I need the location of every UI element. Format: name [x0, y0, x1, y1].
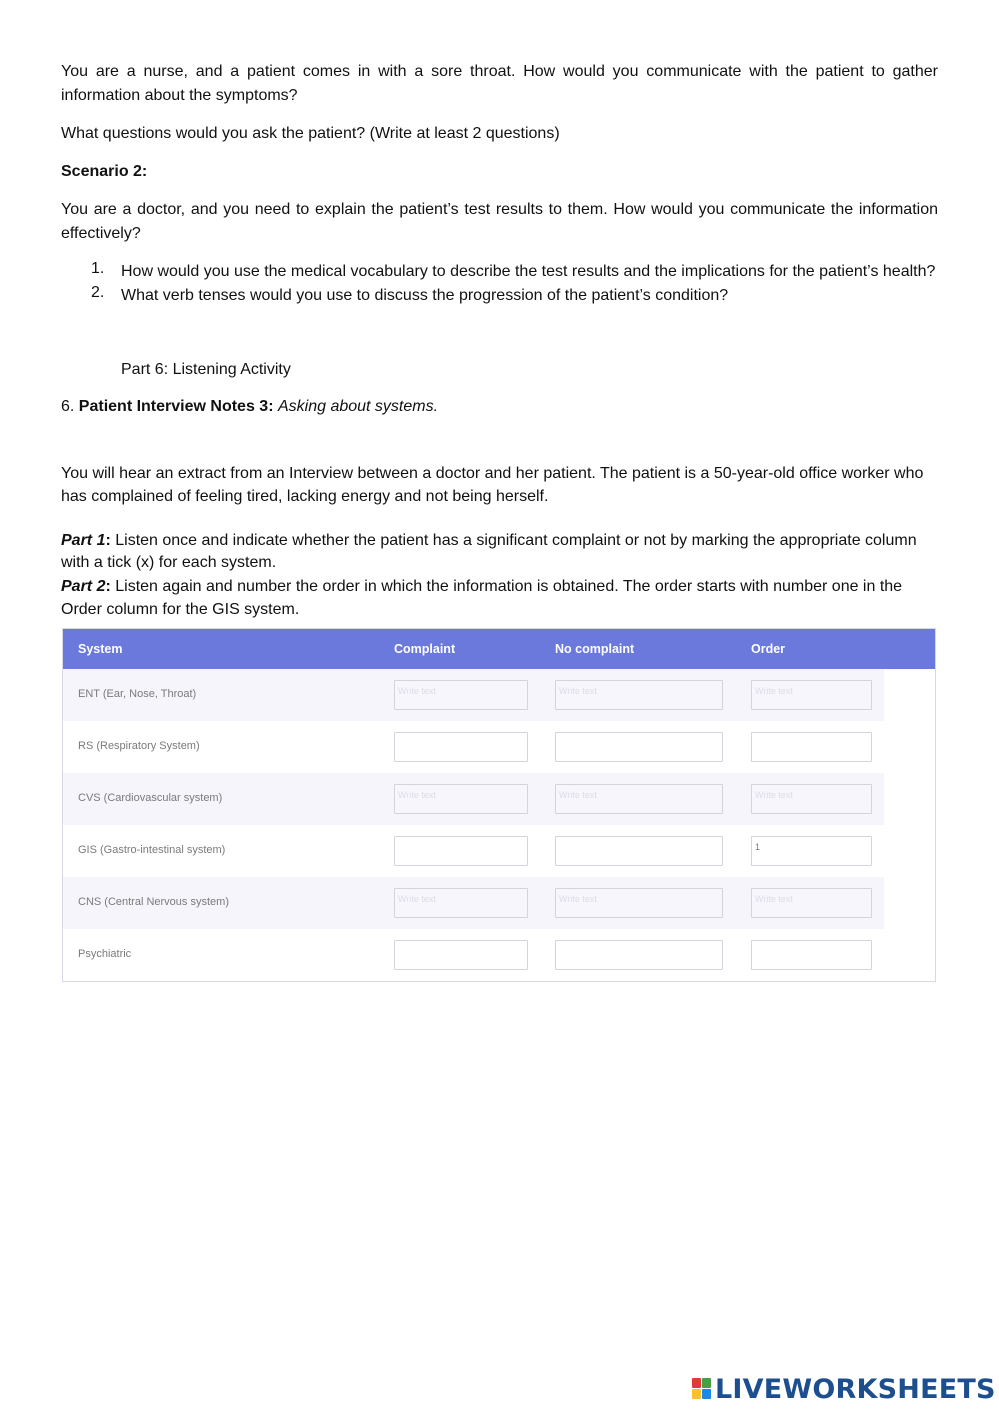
input-placeholder: Write text	[398, 686, 436, 696]
part1-instructions: Part 1: Listen once and indicate whether the patient has a significant complaint or not by marking the appropriate column with a tick (x) for each system.	[61, 532, 917, 571]
order-input[interactable]	[751, 732, 872, 762]
part1-label: Part 1	[61, 532, 106, 549]
system-label: Psychiatric	[78, 948, 132, 960]
scenario2-questions	[61, 260, 938, 308]
no-complaint-input[interactable]	[555, 888, 723, 918]
no-complaint-input[interactable]	[555, 940, 723, 970]
complaint-input[interactable]	[394, 784, 528, 814]
question-prompt: What questions would you ask the patient? (Write at least 2 questions)	[61, 125, 560, 142]
logo-blocks-icon	[692, 1378, 712, 1400]
order-input[interactable]	[751, 784, 872, 814]
extract-paragraph: You will hear an extract from an Interview between a doctor and her patient. The patient is a 50-year-old office worker who has complained of feeling tired, lacking energy and not being herself.	[61, 465, 924, 505]
input-placeholder: Write text	[559, 686, 597, 696]
system-label: CNS (Central Nervous system)	[78, 896, 229, 908]
list-item	[61, 260, 938, 284]
order-input[interactable]: 1	[751, 836, 872, 866]
list-item	[61, 284, 938, 308]
input-placeholder: Write text	[559, 790, 597, 800]
header-system: System	[78, 642, 123, 656]
table-header	[63, 629, 935, 669]
part2-label: Part 2	[61, 578, 106, 595]
table-row	[63, 877, 884, 929]
input-placeholder: Write text	[559, 894, 597, 904]
part1-text: Listen once and indicate whether the patient has a significant complaint or not by marking the appropriate column with a tick (x) for each system.	[61, 532, 917, 571]
input-placeholder: Write text	[755, 894, 793, 904]
system-label: RS (Respiratory System)	[78, 740, 200, 752]
header-no-complaint: No complaint	[555, 642, 635, 656]
header-order: Order	[751, 642, 786, 656]
part2-text: Listen again and number the order in which the information is obtained. The order starts with number one in the Order column for the GIS system.	[61, 578, 903, 618]
table-row	[63, 721, 884, 773]
section-subtitle: Asking about systems.	[277, 398, 439, 415]
complaint-input[interactable]	[394, 940, 528, 970]
no-complaint-input[interactable]	[555, 732, 723, 762]
order-input[interactable]	[751, 940, 872, 970]
list-item-text: How would you use the medical vocabulary to describe the test results and the implications for the patient’s health?	[121, 263, 936, 280]
table-row	[63, 929, 884, 981]
table-row	[63, 669, 884, 721]
input-placeholder: Write text	[755, 790, 793, 800]
list-item-number: 2.	[91, 284, 105, 301]
section-number: 6.	[61, 398, 75, 415]
list-item-text: What verb tenses would you use to discuss the progression of the patient’s condition?	[121, 287, 729, 304]
no-complaint-input[interactable]	[555, 784, 723, 814]
order-input[interactable]	[751, 680, 872, 710]
complaint-input[interactable]	[394, 680, 528, 710]
section-title: Patient Interview Notes 3:	[78, 398, 274, 415]
scenario2-body: You are a doctor, and you need to explain the patient’s test results to them. How would you communicate the information effectively?	[61, 201, 938, 242]
liveworksheets-logo	[692, 1374, 996, 1404]
header-complaint: Complaint	[394, 642, 456, 656]
no-complaint-input[interactable]	[555, 680, 723, 710]
brand-name: LIVEWORKSHEETS	[715, 1373, 996, 1405]
complaint-input[interactable]	[394, 836, 528, 866]
system-label: GIS (Gastro-intestinal system)	[78, 844, 226, 856]
table-row	[63, 825, 884, 877]
scenario2-heading: Scenario 2:	[61, 163, 148, 180]
system-label: ENT (Ear, Nose, Throat)	[78, 688, 197, 700]
complaint-input[interactable]	[394, 732, 528, 762]
section6-heading	[61, 395, 438, 419]
table-row	[63, 773, 884, 825]
no-complaint-input[interactable]	[555, 836, 723, 866]
input-placeholder: Write text	[398, 894, 436, 904]
system-label: CVS (Cardiovascular system)	[78, 792, 223, 804]
part6-heading: Part 6: Listening Activity	[121, 361, 291, 378]
input-placeholder: Write text	[398, 790, 436, 800]
systems-table	[62, 628, 936, 982]
intro-paragraph: You are a nurse, and a patient comes in with a sore throat. How would you communicate with the patient to gather information about the symptoms?	[61, 63, 938, 104]
list-item-number: 1.	[91, 260, 105, 277]
input-placeholder: Write text	[755, 686, 793, 696]
part2-instructions: Part 2: Listen again and number the order in which the information is obtained. The order starts with number one in the Order column for the GIS system.	[61, 578, 903, 618]
order-input[interactable]	[751, 888, 872, 918]
complaint-input[interactable]	[394, 888, 528, 918]
